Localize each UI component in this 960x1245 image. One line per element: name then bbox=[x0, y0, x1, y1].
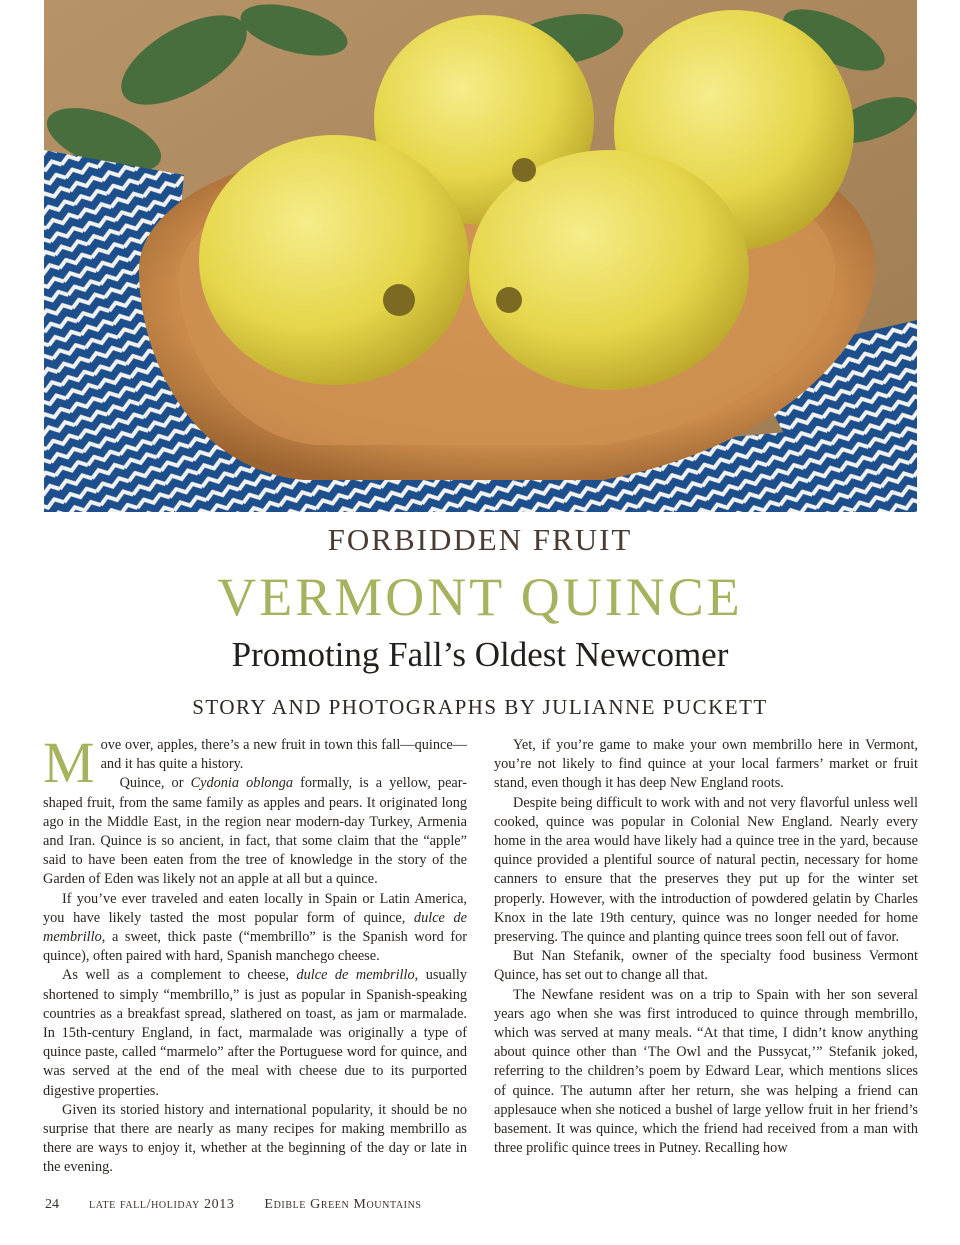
paragraph: If you’ve ever traveled and eaten locally in Spain or Latin America, you have likely tasted the most popular form of quince, dulce de membrillo, a sweet, thick paste (“membrillo” is the Spanish word for quince), often paired with hard, Spanish manchego cheese. bbox=[43, 890, 468, 965]
drop-cap: M bbox=[43, 730, 95, 795]
magazine-name: Edible Green Mountains bbox=[264, 1197, 422, 1212]
hero-photo bbox=[44, 0, 917, 512]
paragraph: Yet, if you’re game to make your own membrillo here in Vermont, you’re not likely to find quince at your local farmers’ market or fruit stand, even though it has deep New England roots. bbox=[494, 737, 918, 792]
article-subtitle: Promoting Fall’s Oldest Newcomer bbox=[231, 635, 729, 674]
paragraph: Given its storied history and international popularity, it should be no surprise that there are nearly as many recipes for making membrillo as there are ways to enjoy it, whether at the beginning of the day or late in the evening. bbox=[43, 1101, 467, 1176]
article-title: VERMONT QUINCE bbox=[217, 567, 743, 627]
paragraph: Despite being difficult to work with and not very flavorful unless well cooked, quince was popular in Colonial New England. Nearly every home in the area would have likely had a quince tree in the yard, because quince provided a plentiful source of natural pectin, necessary for home canners to ensure that the preserves they put up for the winter set properly. However, with the introduction of powdered gelatin by Charles Knox in the late 19th century, quince was no longer needed for home preserving. The quince and planting quince trees soon fell out of favor. bbox=[494, 794, 918, 946]
paragraph: But Nan Stefanik, owner of the specialty food business Vermont Quince, has set out to change all that. bbox=[494, 948, 918, 984]
article-byline: STORY AND PHOTOGRAPHS BY JULIANNE PUCKETT bbox=[192, 695, 768, 719]
page-footer bbox=[45, 1197, 422, 1213]
quince-fruit-icon bbox=[44, 0, 917, 512]
issue-label: late fall/holiday 2013 bbox=[89, 1197, 235, 1212]
page-number: 24 bbox=[45, 1197, 59, 1212]
paragraph: Quince, or Cydonia oblonga formally, is a yellow, pear-shaped fruit, from the same family as apples and pears. It originated long ago in the Middle East, in the region near modern-day Turkey, Armenia and Iran. Quince is so ancient, in fact, that some claim that the “apple” said to have been eaten from the tree of knowledge in the story of the Garden of Eden was likely not an apple at all but a quince. bbox=[43, 775, 468, 888]
left-column bbox=[43, 730, 468, 1178]
paragraph: As well as a complement to cheese, dulce de membrillo, usually shortened to simply “membrillo,” is just as popular in Spanish-speaking countries as a breakfast spread, slathered on toast, as jam or marmalade. In 15th-century England, in fact, marmalade was originally a type of quince paste, called “marmelo” after the Portuguese word for quince, and was served at the end of the meal with cheese due to its purported digestive properties. bbox=[43, 967, 467, 1099]
article-kicker: FORBIDDEN FRUIT bbox=[327, 522, 633, 557]
right-column bbox=[494, 736, 918, 1158]
paragraph: The Newfane resident was on a trip to Spain with her son several years ago when she was first introduced to quince through membrillo, which was served at many meals. “At that time, I didn’t know anything about quince other than ‘The Owl and the Pussycat,’” Stefanik joked, referring to the children’s poem by Edward Lear, which mentions slices of quince. The autumn after her return, she was helping a friend can applesauce when she noticed a bushel of large yellow fruit in her friend’s basement. It was quince, which the friend had received from a man with three prolific quince trees in Putney. Recalling how bbox=[494, 986, 918, 1157]
paragraph: Move over, apples, there’s a new fruit in town this fall—quince—and it has quite a history. bbox=[43, 730, 467, 795]
